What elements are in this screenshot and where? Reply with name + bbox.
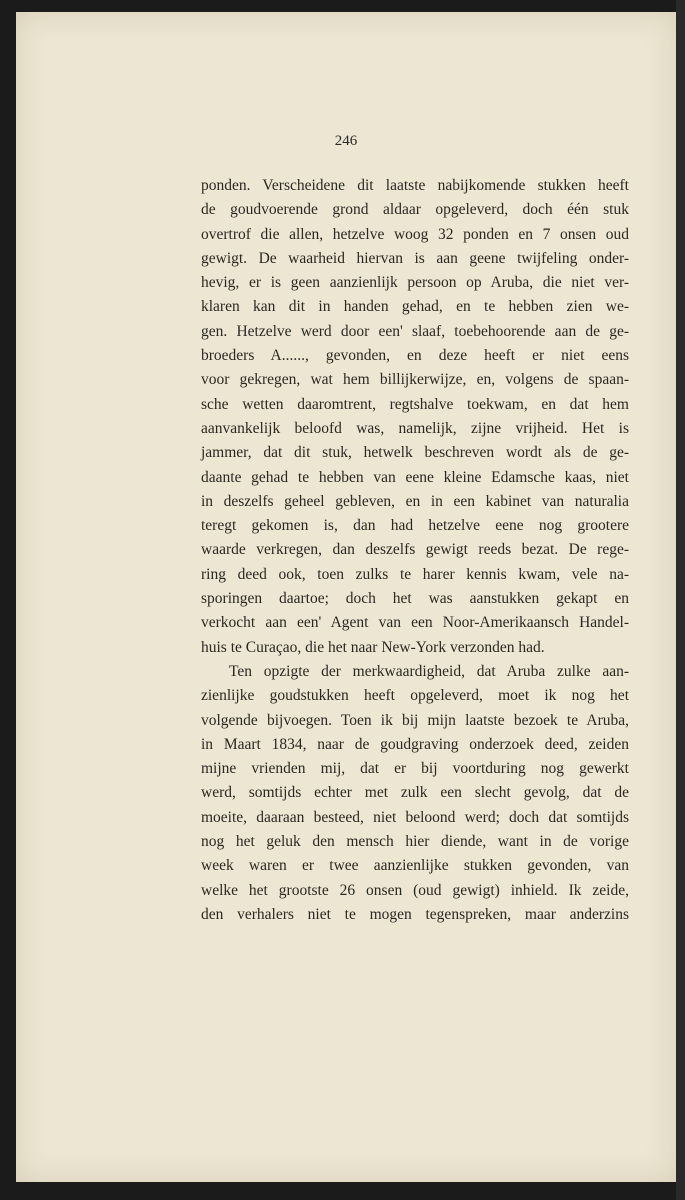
text-line: verkocht aan een' Agent van een Noor-Amerikaansch Handel-	[201, 614, 629, 632]
text-line: week waren er twee aanzienlijke stukken gevonden, van	[201, 857, 629, 875]
text-line: teregt gekomen is, dan had hetzelve eene nog grootere	[201, 517, 629, 535]
text-line: waarde verkregen, dan deszelfs gewigt reeds bezat. De rege-	[201, 541, 629, 559]
text-line: broeders A......, gevonden, en deze heeft er niet eens	[201, 347, 629, 365]
text-line: overtrof die allen, hetzelve woog 32 ponden en 7 onsen oud	[201, 225, 629, 243]
text-line: sporingen daartoe; doch het was aanstukken gekapt en	[201, 590, 629, 608]
text-line: hevig, er is geen aanzienlijk persoon op Aruba, die niet ver-	[201, 274, 629, 292]
text-line: nog het geluk den mensch hier diende, want in de vorige	[201, 833, 629, 851]
text-line: ponden. Verscheidene dit laatste nabijkomende stukken heeft	[201, 177, 629, 194]
text-line: den verhalers niet te mogen tegenspreken, maar anderzins	[201, 905, 629, 923]
text-line: mijne vrienden mij, dat er bij voortduring nog gewerkt	[201, 760, 629, 778]
book-page	[16, 12, 676, 1182]
body-text	[201, 174, 629, 927]
text-line: ring deed ook, toen zulks te harer kennis kwam, vele na-	[201, 565, 629, 583]
text-line: klaren kan dit in handen gehad, en te hebben zien we-	[201, 298, 629, 316]
text-line: de goudvoerende grond aldaar opgeleverd, doch één stuk	[201, 201, 629, 219]
text-line: volgende bijvoegen. Toen ik bij mijn laatste bezoek te Aruba,	[201, 711, 629, 729]
text-line: daante gehad te hebben van eene kleine Edamsche kaas, niet	[201, 468, 629, 486]
text-line: werd, somtijds echter met zulk een slecht gevolg, dat de	[201, 784, 629, 802]
text-line: gewigt. De waarheid hiervan is aan geene twijfeling onder-	[201, 249, 629, 267]
text-line: sche wetten daaromtrent, regtshalve toekwam, en dat hem	[201, 395, 629, 413]
text-line: Ten opzigte der merkwaardigheid, dat Aruba zulke aan-	[229, 662, 629, 680]
text-line: aanvankelijk beloofd was, namelijk, zijne vrijheid. Het is	[201, 419, 629, 437]
page-edge	[676, 0, 685, 1200]
text-line: moeite, daaraan besteed, niet beloond werd; doch dat somtijds	[201, 808, 629, 826]
text-line: gen. Hetzelve werd door een' slaaf, toebehoorende aan de ge-	[201, 322, 629, 340]
text-line: zienlijke goudstukken heeft opgeleverd, moet ik nog het	[201, 687, 629, 705]
text-line: voor gekregen, wat hem billijkerwijze, en, volgens de spaan-	[201, 371, 629, 389]
text-line: huis te Curaçao, die het naar New-York verzonden had.	[201, 638, 545, 656]
page-number: 246	[334, 133, 358, 149]
text-line: welke het grootste 26 onsen (oud gewigt) inhield. Ik zeide,	[201, 881, 629, 899]
text-line: in deszelfs geheel gebleven, en in een kabinet van naturalia	[201, 492, 629, 510]
text-line: jammer, dat dit stuk, hetwelk beschreven wordt als de ge-	[201, 444, 629, 462]
text-line: in Maart 1834, naar de goudgraving onderzoek deed, zeiden	[201, 735, 629, 753]
